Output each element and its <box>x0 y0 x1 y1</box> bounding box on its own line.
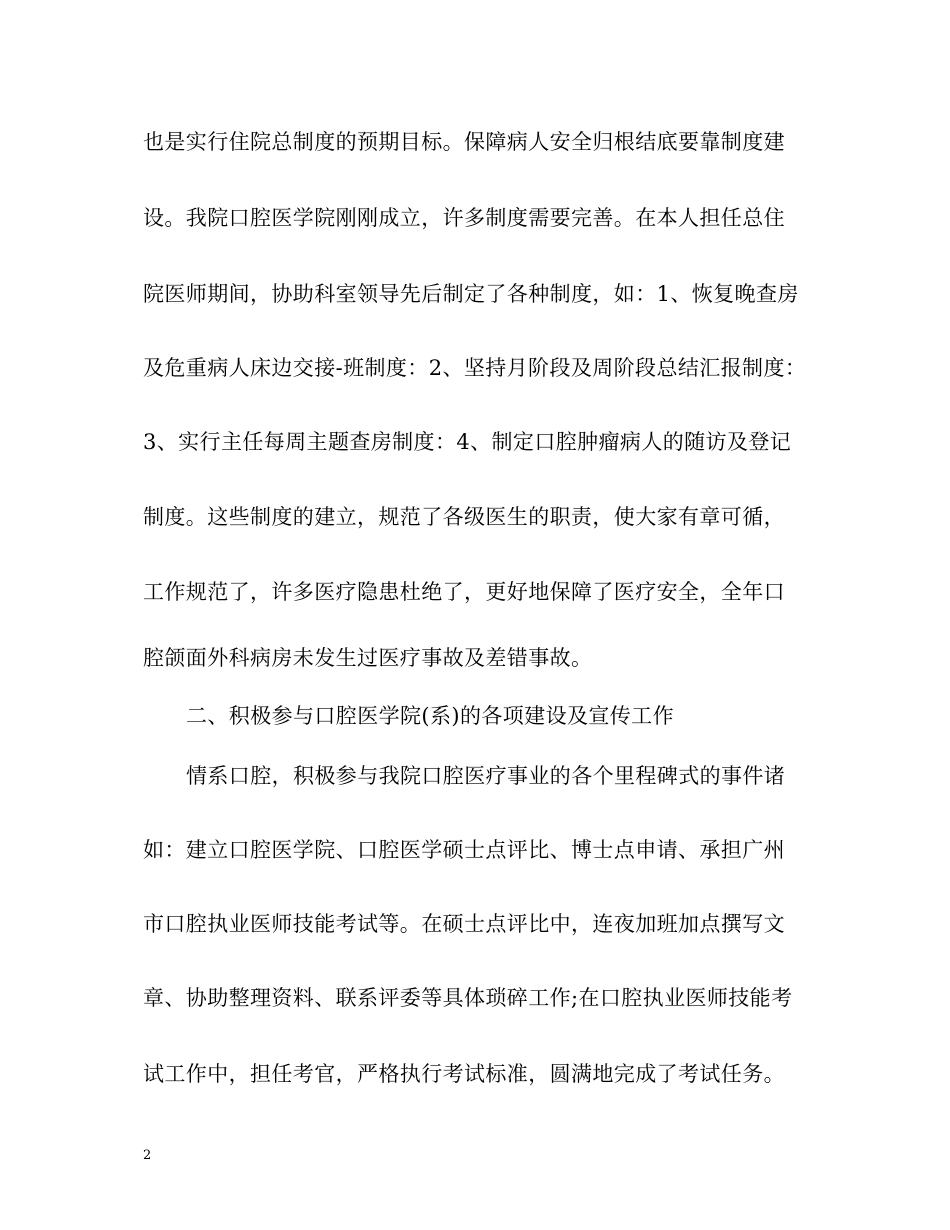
paragraph-line: 市口腔执业医师技能考试等。在硕士点评比中，连夜加班加点撰写文 <box>143 912 785 936</box>
paragraph-line: 情系口腔，积极参与我院口腔医疗事业的各个里程碑式的事件诸 <box>186 764 786 788</box>
paragraph-line: 如：建立口腔医学院、口腔医学硕士点评比、博士点申请、承担广州 <box>143 838 785 862</box>
paragraph-line: 试工作中，担任考官，严格执行考试标准，圆满地完成了考试任务。 <box>143 1062 785 1086</box>
page-number: 2 <box>143 1148 152 1163</box>
paragraph-line: 也是实行住院总制度的预期目标。保障病人安全归根结底要靠制度建 <box>143 130 785 154</box>
paragraph-line: 制度。这些制度的建立，规范了各级医生的职责，使大家有章可循， <box>143 505 785 529</box>
paragraph-line: 及危重病人床边交接-班制度：2、坚持月阶段及周阶段总结汇报制度： <box>143 356 807 380</box>
paragraph-line: 工作规范了，许多医疗隐患杜绝了，更好地保障了医疗安全，全年口 <box>143 580 785 604</box>
paragraph-line: 章、协助整理资料、联系评委等具体琐碎工作;在口腔执业医师技能考 <box>143 986 793 1010</box>
paragraph-line: 腔颌面外科病房未发生过医疗事故及差错事故。 <box>143 646 593 670</box>
paragraph-line: 3、实行主任每周主题查房制度：4、制定口腔肿瘤病人的随访及登记 <box>143 430 792 454</box>
section-heading: 二、积极参与口腔医学院(系)的各项建设及宣传工作 <box>186 704 674 728</box>
paragraph-line: 院医师期间，协助科室领导先后制定了各种制度，如：1、恢复晚查房 <box>143 282 799 306</box>
paragraph-line: 设。我院口腔医学院刚刚成立，许多制度需要完善。在本人担任总住 <box>143 206 785 230</box>
